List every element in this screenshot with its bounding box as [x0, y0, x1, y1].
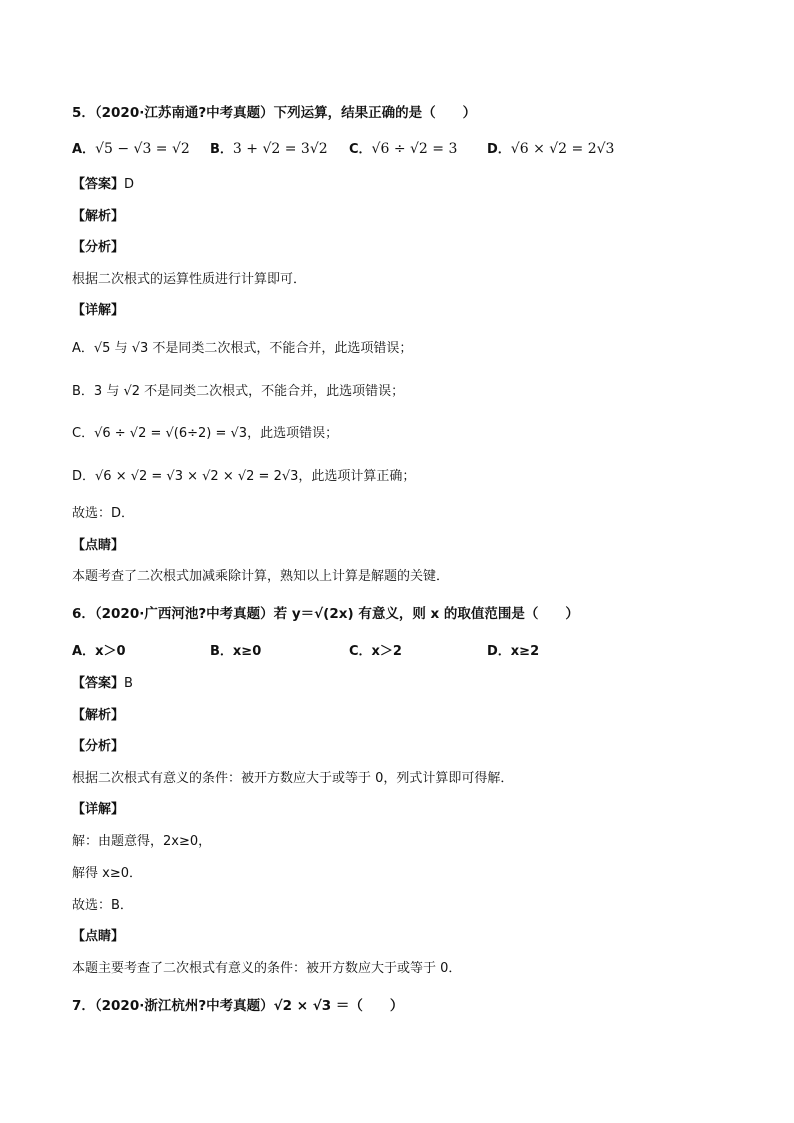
q5-option-a-label: A．	[72, 142, 96, 157]
q5-option-d-expr: √6 × √2 = 2√3	[510, 141, 615, 157]
question-5-stem: 5．（2020·江苏南通?中考真题）下列运算，结果正确的是（ ）	[72, 105, 477, 121]
q5-dianjing-heading: 【点睛】	[72, 538, 125, 553]
q6-option-b-expr: x≥0	[232, 644, 262, 659]
q6-step-2: 解得 x≥0．	[72, 866, 142, 881]
q5-detail-heading: 【详解】	[72, 303, 125, 318]
q6-option-d	[487, 643, 539, 661]
question-6-stem: 6．（2020·广西河池?中考真题）若 y＝√(2x) 有意义，则 x 的取值范围是（ ）	[72, 606, 579, 622]
q6-option-a	[72, 643, 126, 661]
q6-dianjing-heading: 【点睛】	[72, 929, 125, 944]
q6-option-c-label: C．	[349, 644, 372, 659]
q5-fenxi-heading: 【分析】	[72, 240, 125, 255]
q6-detail-heading: 【详解】	[72, 802, 125, 817]
q6-option-b	[210, 643, 261, 661]
q5-option-a-expr: √5 − √3 = √2	[95, 141, 190, 157]
q5-detail-a: A．√5 与 √3 不是同类二次根式，不能合并，此选项错误；	[72, 341, 413, 356]
q5-option-c	[349, 140, 457, 159]
q6-option-b-label: B．	[210, 644, 233, 659]
q5-detail-c: C．√6 ÷ √2 = √(6÷2) = √3，此选项错误；	[72, 426, 339, 441]
q5-option-c-expr: √6 ÷ √2 = 3	[371, 141, 458, 157]
q5-detail-d: D．√6 × √2 = √3 × √2 × √2 = 2√3，此选项计算正确；	[72, 469, 416, 484]
q6-dianjing-text: 本题主要考查了二次根式有意义的条件：被开方数应大于或等于 0．	[72, 961, 462, 976]
q6-answer	[72, 675, 133, 693]
q5-option-b	[210, 140, 328, 159]
q5-option-b-label: B．	[210, 142, 233, 157]
q6-choose: 故选：B．	[72, 898, 133, 913]
q5-fenxi-text: 根据二次根式的运算性质进行计算即可．	[72, 272, 307, 287]
q6-step-1: 解：由题意得，2x≥0，	[72, 834, 212, 849]
q6-fenxi-text: 根据二次根式有意义的条件：被开方数应大于或等于 0，列式计算即可得解．	[72, 771, 514, 786]
q5-answer-label: 【答案】	[72, 177, 125, 192]
q6-analysis-heading: 【解析】	[72, 708, 125, 723]
q5-option-d	[487, 140, 614, 159]
q5-option-d-label: D．	[487, 142, 511, 157]
q5-dianjing-text: 本题考查了二次根式加减乘除计算，熟知以上计算是解题的关键．	[72, 569, 450, 584]
q5-detail-b: B．3 与 √2 不是同类二次根式，不能合并，此选项错误；	[72, 384, 405, 399]
q6-option-d-label: D．	[487, 644, 511, 659]
q6-option-c	[349, 643, 402, 661]
q5-analysis-heading: 【解析】	[72, 209, 125, 224]
q6-option-a-expr: x＞0	[95, 644, 126, 659]
q5-answer-value: D	[124, 177, 135, 192]
q6-answer-label: 【答案】	[72, 676, 125, 691]
q5-choose: 故选：D．	[72, 506, 135, 521]
q6-fenxi-heading: 【分析】	[72, 739, 125, 754]
q5-option-b-expr: 3 + √2 = 3√2	[232, 141, 328, 157]
q5-answer	[72, 176, 134, 194]
question-7-stem: 7．（2020·浙江杭州?中考真题）√2 × √3 ＝（ ）	[72, 998, 404, 1014]
q5-option-a	[72, 140, 190, 159]
q6-answer-value: B	[124, 676, 133, 691]
q5-option-c-label: C．	[349, 142, 372, 157]
q6-option-d-expr: x≥2	[510, 644, 540, 659]
q6-option-a-label: A．	[72, 644, 96, 659]
q6-option-c-expr: x＞2	[371, 644, 402, 659]
